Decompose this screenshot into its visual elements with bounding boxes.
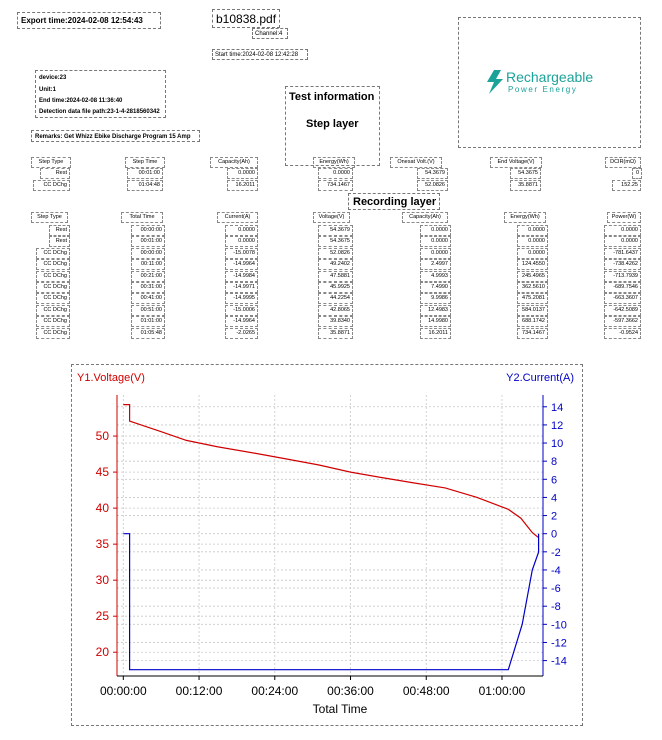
step-layer-title: Step layer (306, 118, 359, 130)
y2-tick-label: -2 (551, 546, 561, 559)
table-cell: 01:01:00 (131, 316, 165, 327)
device-id: device:23 (39, 75, 67, 81)
table-cell: 00:01:00 (131, 236, 165, 247)
y1-tick-label: 50 (95, 429, 109, 444)
table-cell: -0.9524 (604, 328, 641, 339)
table-cell: 00:01:00 (127, 168, 163, 179)
table-cell: 0.0000 (517, 248, 548, 259)
table-cell: -14.9964 (225, 259, 258, 270)
y2-tick-label: 8 (551, 456, 558, 469)
step-header-cell: Capacity(Ah) (210, 157, 258, 168)
table-cell: 152.25 (612, 180, 641, 191)
y2-tick-label: 6 (551, 474, 558, 487)
step-header-cell: Energy(Wh) (313, 157, 355, 168)
table-cell: 00:31:00 (131, 282, 165, 293)
recording-layer-title: Recording layer (353, 196, 437, 208)
y2-tick-label: 2 (551, 510, 558, 523)
table-cell: -14.9971 (225, 282, 258, 293)
x-tick-label: 00:36:00 (327, 684, 374, 698)
table-cell: 54.3679 (318, 225, 353, 236)
table-cell: 0 (632, 168, 642, 179)
table-cell: 7.4990 (420, 282, 451, 293)
table-cell: 0.0000 (225, 236, 258, 247)
table-cell: Rest (49, 236, 70, 247)
table-cell: 0.0000 (517, 236, 548, 247)
table-cell: 47.5881 (318, 271, 353, 282)
table-cell: 0.0000 (420, 236, 451, 247)
y1-tick-label: 30 (95, 573, 109, 588)
table-cell: 475.2081 (517, 293, 548, 304)
table-cell: 0.0000 (604, 225, 641, 236)
current-series-line (123, 534, 538, 670)
table-cell: 0.0000 (420, 248, 451, 259)
table-cell: 124.4550 (517, 259, 548, 270)
table-cell: 734.1467 (517, 328, 548, 339)
record-header-cell: Capacity(Ah) (402, 212, 448, 223)
record-header-cell: Energy(Wh) (504, 212, 546, 223)
table-cell: -14.9964 (225, 316, 258, 327)
table-cell: CC DChg (36, 293, 70, 304)
y2-tick-label: -8 (551, 601, 561, 614)
table-cell: 45.9925 (318, 282, 353, 293)
remarks: Remarks: Get Whizz Ebike Discharge Program 15 Amp (35, 134, 191, 140)
table-cell: 2.4997 (420, 259, 451, 270)
step-header-cell: Step Type (31, 157, 71, 168)
table-cell: 49.2402 (318, 259, 353, 270)
record-header-cell: Step Type (31, 212, 68, 223)
table-cell: 00:00:00 (131, 225, 165, 236)
table-cell: CC DChg (36, 328, 70, 339)
table-cell: 4.9993 (420, 271, 451, 282)
file-name: b10838.pdf (216, 12, 277, 26)
table-cell: 35.8871 (318, 328, 353, 339)
table-cell: CC DChg (36, 271, 70, 282)
table-cell: 16.2011 (420, 328, 451, 339)
table-cell: CC DChg (36, 282, 70, 293)
y2-tick-label: -10 (551, 619, 567, 632)
table-cell: -689.7546 (604, 282, 641, 293)
y1-tick-label: 20 (95, 645, 109, 660)
table-cell: 39.8340 (318, 316, 353, 327)
y1-axis-label: Y1.Voltage(V) (77, 372, 145, 384)
step-header-cell: Onesat Volt.(V) (390, 157, 442, 168)
table-cell: 00:41:00 (131, 293, 165, 304)
record-header-cell: Voltage(V) (313, 212, 350, 223)
table-cell: -14.9995 (225, 293, 258, 304)
table-cell: -14.9984 (225, 271, 258, 282)
table-cell: 44.2254 (318, 293, 353, 304)
table-cell: 00:00:00 (131, 248, 165, 259)
y2-axis-label: Y2.Current(A) (506, 372, 574, 384)
table-cell: 35.8871 (510, 180, 541, 191)
y2-tick-label: -12 (551, 637, 567, 650)
step-header-cell: Step Time (125, 157, 165, 168)
logo-subtitle: Power Energy (508, 85, 578, 94)
y2-tick-label: 0 (551, 528, 558, 541)
table-cell: -713.7939 (604, 271, 641, 282)
table-cell: Rest (49, 225, 70, 236)
table-cell: 0.0000 (227, 168, 258, 179)
table-cell: 01:04:48 (127, 180, 163, 191)
table-cell: -15.0006 (225, 305, 258, 316)
table-cell: 14.9980 (420, 316, 451, 327)
table-cell: -781.6437 (604, 248, 641, 259)
table-cell: 245.4965 (517, 271, 548, 282)
table-cell: 52.0826 (417, 180, 448, 191)
x-tick-label: 00:00:00 (99, 684, 147, 698)
table-cell: 01:05:48 (131, 328, 165, 339)
record-header-cell: Total Time (121, 212, 163, 223)
x-tick-label: 00:12:00 (175, 684, 223, 698)
test-information-title: Test information (289, 91, 375, 103)
table-cell: 0.0000 (420, 225, 451, 236)
table-cell: 0.0000 (225, 225, 258, 236)
table-cell: 54.3675 (318, 236, 353, 247)
table-cell: 9.9986 (420, 293, 451, 304)
table-cell: 00:11:00 (131, 259, 165, 270)
x-tick-label: 00:24:00 (251, 684, 299, 698)
table-cell: 362.5610 (517, 282, 548, 293)
table-cell: -15.0078 (225, 248, 258, 259)
record-header-cell: Power(W) (607, 212, 641, 223)
table-cell: -663.3607 (604, 293, 641, 304)
y2-tick-label: -6 (551, 583, 561, 596)
record-header-cell: Current(A) (217, 212, 258, 223)
channel: Channel:4 (255, 31, 283, 37)
start-time: Start time:2024-02-08 12:42:28 (215, 52, 299, 58)
table-cell: CC DChg (33, 180, 70, 191)
table-cell: 52.0826 (318, 248, 353, 259)
y2-tick-label: -4 (551, 564, 561, 577)
table-cell: 584.0137 (517, 305, 548, 316)
table-cell: -642.5089 (604, 305, 641, 316)
table-cell: -2.0265 (225, 328, 258, 339)
y2-tick-label: 4 (551, 492, 558, 505)
end-time: End time:2024-02-08 11:36:40 (39, 98, 123, 104)
table-cell: 0.0000 (604, 236, 641, 247)
table-cell: CC DChg (36, 248, 70, 259)
table-cell: Rest (40, 168, 70, 179)
export-time: Export time:2024-02-08 12:54:43 (21, 16, 143, 25)
table-cell: 734.1467 (318, 180, 353, 191)
table-cell: 12.4983 (420, 305, 451, 316)
table-cell: CC DChg (36, 305, 70, 316)
table-cell: CC DChg (36, 259, 70, 270)
y2-tick-label: 12 (551, 419, 564, 432)
detection-file-path: Detection data file path:23-1-4-2818560342 (39, 109, 160, 115)
table-cell: 54.3679 (417, 168, 448, 179)
table-cell: 00:21:00 (131, 271, 165, 282)
table-cell: CC DChg (36, 316, 70, 327)
step-header-cell: DCIR(mΩ) (605, 157, 641, 168)
table-cell: 688.1742 (517, 316, 548, 327)
table-cell: 00:51:00 (131, 305, 165, 316)
y1-tick-label: 45 (95, 465, 109, 480)
y1-tick-label: 40 (95, 501, 109, 516)
y2-tick-label: 14 (551, 401, 564, 414)
y2-tick-label: 10 (551, 438, 564, 451)
x-axis-label: Total Time (312, 702, 368, 716)
table-cell: 54.3675 (510, 168, 541, 179)
x-tick-label: 00:48:00 (402, 684, 450, 698)
y1-tick-label: 25 (95, 609, 109, 624)
table-cell: 16.2011 (227, 180, 258, 191)
table-cell: -597.3662 (604, 316, 641, 327)
y1-tick-label: 35 (95, 537, 109, 552)
unit-id: Unit:1 (39, 87, 56, 93)
y2-tick-label: -14 (551, 655, 567, 668)
x-tick-label: 01:00:00 (478, 684, 526, 698)
table-cell: 0.0000 (517, 225, 548, 236)
table-cell: -738.4262 (604, 259, 641, 270)
table-cell: 0.0000 (318, 168, 353, 179)
table-cell: 42.8065 (318, 305, 353, 316)
step-header-cell: End Voltage(V) (490, 157, 542, 168)
logo-title: Rechargeable (506, 69, 594, 85)
